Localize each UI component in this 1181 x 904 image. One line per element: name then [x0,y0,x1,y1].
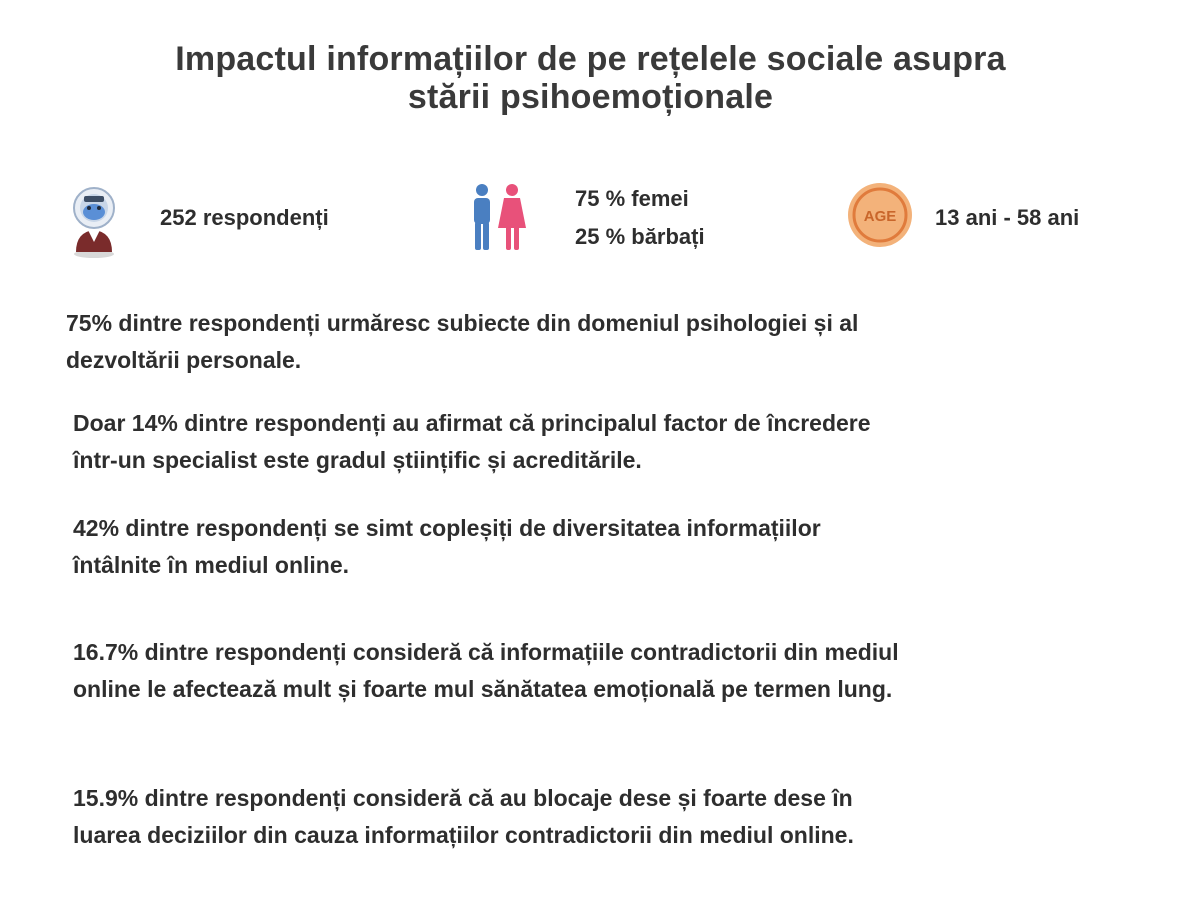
age-badge-text: AGE [863,208,897,225]
finding-5-line-1: 15.9% dintre respondenți consideră că au blocaje dese și foarte dese în [73,785,853,811]
gender-male-share: 25 % bărbați [575,224,705,249]
finding-1-line-1: 75% dintre respondenți urmăresc subiecte din domeniul psihologiei și al [66,310,859,336]
finding-4 [73,634,899,708]
finding-4-line-1: 16.7% dintre respondenți consideră că informațiile contradictorii din mediul [73,639,899,665]
title-line-1: Impactul informațiilor de pe rețelele sociale asupra [175,40,1006,78]
finding-5 [73,780,854,854]
finding-3-line-1: 42% dintre respondenți se simt copleșiți de diversitatea informațiilor [73,515,821,541]
respondents-count: 252 respondenți [160,205,329,230]
finding-2-line-1: Doar 14% dintre respondenți au afirmat că principalul factor de încredere [73,410,871,436]
gender-female-share: 75 % femei [575,186,689,211]
finding-2-line-2: într-un specialist este gradul științific și acreditările. [73,447,642,473]
finding-1-line-2: dezvoltării personale. [66,347,302,373]
male-female-icon [466,182,530,252]
finding-2 [73,405,871,479]
age-range: 13 ani - 58 ani [935,205,1080,230]
finding-3 [73,510,821,584]
finding-1 [66,305,858,379]
age-badge-icon [845,180,915,250]
page-title [0,40,1181,116]
title-line-2: stării psihoemoționale [407,78,774,116]
finding-4-line-2: online le afectează mult și foarte mul sănătatea emoțională pe termen lung. [73,676,893,702]
survey-person-icon [66,182,122,260]
finding-3-line-2: întâlnite în mediul online. [73,552,350,578]
finding-5-line-2: luarea deciziilor din cauza informațiilor contradictorii din mediul online. [73,822,854,848]
